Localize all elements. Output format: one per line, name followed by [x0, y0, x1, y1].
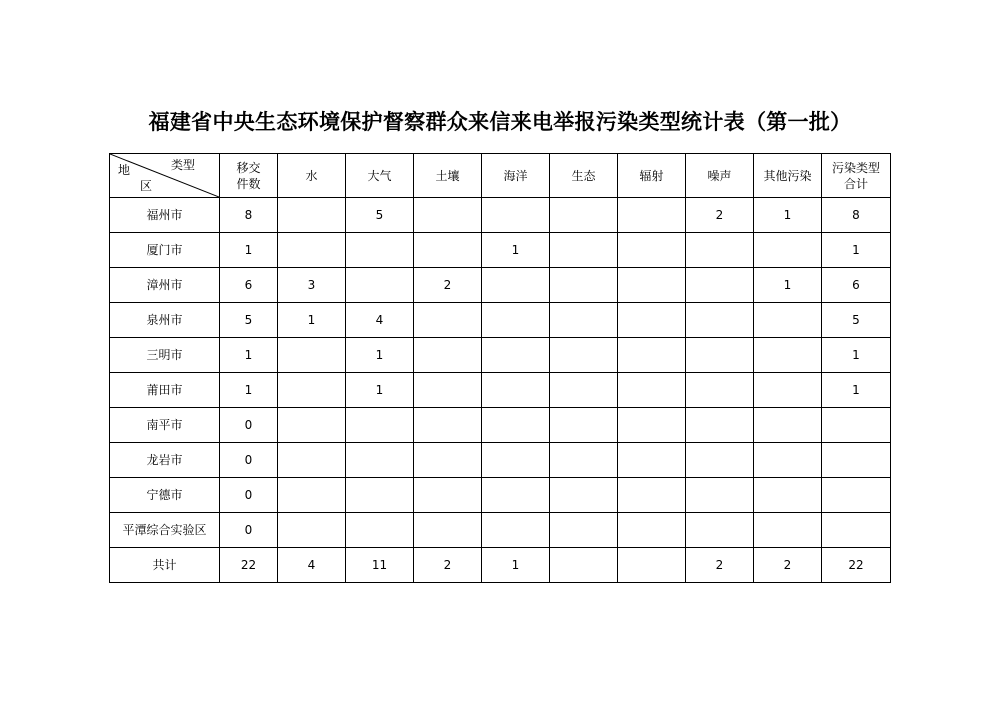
cell-total: [822, 513, 891, 548]
cell-radiation: [618, 513, 686, 548]
cell-region: 龙岩市: [110, 443, 220, 478]
cell-count: 0: [220, 513, 278, 548]
cell-count: 1: [220, 373, 278, 408]
table-row: [110, 338, 891, 373]
cell-total: 1: [822, 338, 891, 373]
header-corner-cell: [110, 154, 220, 198]
cell-other: [754, 303, 822, 338]
cell-radiation: [618, 408, 686, 443]
cell-water: [278, 198, 346, 233]
table-row: [110, 513, 891, 548]
cell-water: [278, 478, 346, 513]
cell-ocean: [482, 338, 550, 373]
cell-ecology: [550, 408, 618, 443]
cell-air: [346, 408, 414, 443]
header-total-line2: 合计: [843, 176, 868, 191]
cell-noise: [686, 268, 754, 303]
cell-ocean: [482, 513, 550, 548]
cell-ecology: [550, 373, 618, 408]
cell-ocean: [482, 443, 550, 478]
corner-area-label-2: 区: [140, 179, 153, 193]
cell-soil: [414, 233, 482, 268]
header-count-line2: 件数: [236, 176, 261, 191]
cell-total: [822, 478, 891, 513]
cell-soil: [414, 338, 482, 373]
cell-air: 1: [346, 338, 414, 373]
cell-ecology: [550, 268, 618, 303]
cell-region: 南平市: [110, 408, 220, 443]
cell-total: 1: [822, 233, 891, 268]
table-row: [110, 198, 891, 233]
cell-count: 5: [220, 303, 278, 338]
cell-soil: [414, 373, 482, 408]
cell-noise: [686, 233, 754, 268]
corner-area-label-1: 地: [118, 163, 131, 177]
total-row: [110, 548, 891, 583]
table-body: [110, 198, 891, 583]
cell-noise: [686, 408, 754, 443]
cell-other: [754, 443, 822, 478]
cell-air: [346, 443, 414, 478]
corner-type-label: 类型: [170, 158, 195, 172]
header-count: [220, 154, 278, 198]
cell-water: [278, 233, 346, 268]
cell-radiation: [618, 303, 686, 338]
table-row: [110, 443, 891, 478]
cell-count: 1: [220, 233, 278, 268]
cell-radiation: [618, 198, 686, 233]
table-row: [110, 373, 891, 408]
cell-region: 共计: [110, 548, 220, 583]
cell-total: 6: [822, 268, 891, 303]
cell-region: 莆田市: [110, 373, 220, 408]
cell-count: 8: [220, 198, 278, 233]
cell-water: 1: [278, 303, 346, 338]
cell-water: [278, 513, 346, 548]
cell-radiation: [618, 373, 686, 408]
cell-total: 5: [822, 303, 891, 338]
cell-ocean: 1: [482, 548, 550, 583]
cell-total: 8: [822, 198, 891, 233]
statistics-table: [109, 153, 891, 583]
cell-water: [278, 338, 346, 373]
header-row: [110, 154, 891, 198]
cell-other: [754, 478, 822, 513]
cell-ecology: [550, 478, 618, 513]
cell-noise: [686, 513, 754, 548]
cell-count: 6: [220, 268, 278, 303]
cell-region: 泉州市: [110, 303, 220, 338]
cell-ocean: [482, 408, 550, 443]
cell-count: 1: [220, 338, 278, 373]
cell-air: [346, 268, 414, 303]
cell-other: [754, 408, 822, 443]
header-ecology: 生态: [550, 154, 618, 198]
cell-region: 宁德市: [110, 478, 220, 513]
cell-ecology: [550, 338, 618, 373]
cell-air: 11: [346, 548, 414, 583]
cell-soil: [414, 303, 482, 338]
cell-air: 1: [346, 373, 414, 408]
cell-radiation: [618, 548, 686, 583]
cell-ecology: [550, 233, 618, 268]
cell-ocean: [482, 198, 550, 233]
cell-other: 1: [754, 268, 822, 303]
cell-ecology: [550, 548, 618, 583]
cell-radiation: [618, 443, 686, 478]
header-total: [822, 154, 891, 198]
header-air: 大气: [346, 154, 414, 198]
table-row: [110, 233, 891, 268]
cell-other: 2: [754, 548, 822, 583]
cell-soil: [414, 443, 482, 478]
cell-noise: [686, 303, 754, 338]
header-radiation: 辐射: [618, 154, 686, 198]
cell-ecology: [550, 443, 618, 478]
cell-ocean: [482, 303, 550, 338]
cell-noise: [686, 373, 754, 408]
cell-region: 漳州市: [110, 268, 220, 303]
cell-region: 厦门市: [110, 233, 220, 268]
cell-air: [346, 513, 414, 548]
header-count-line1: 移交: [236, 160, 261, 175]
cell-ocean: 1: [482, 233, 550, 268]
table-row: [110, 478, 891, 513]
cell-ecology: [550, 303, 618, 338]
cell-noise: [686, 443, 754, 478]
cell-soil: [414, 408, 482, 443]
cell-other: [754, 233, 822, 268]
cell-radiation: [618, 268, 686, 303]
cell-ecology: [550, 513, 618, 548]
header-soil: 土壤: [414, 154, 482, 198]
header-water: 水: [278, 154, 346, 198]
cell-ocean: [482, 478, 550, 513]
cell-other: [754, 513, 822, 548]
header-total-line1: 污染类型: [831, 160, 880, 175]
cell-noise: 2: [686, 548, 754, 583]
cell-noise: 2: [686, 198, 754, 233]
page-title: 福建省中央生态环境保护督察群众来信来电举报污染类型统计表（第一批）: [148, 110, 852, 134]
cell-ocean: [482, 268, 550, 303]
cell-ocean: [482, 373, 550, 408]
cell-radiation: [618, 338, 686, 373]
cell-count: 0: [220, 443, 278, 478]
cell-water: 3: [278, 268, 346, 303]
cell-radiation: [618, 478, 686, 513]
cell-ecology: [550, 198, 618, 233]
cell-count: 0: [220, 478, 278, 513]
cell-water: [278, 373, 346, 408]
cell-count: 22: [220, 548, 278, 583]
cell-soil: [414, 198, 482, 233]
cell-air: [346, 478, 414, 513]
cell-total: [822, 443, 891, 478]
cell-water: [278, 408, 346, 443]
cell-water: 4: [278, 548, 346, 583]
cell-noise: [686, 478, 754, 513]
cell-total: 22: [822, 548, 891, 583]
cell-soil: [414, 513, 482, 548]
cell-noise: [686, 338, 754, 373]
cell-water: [278, 443, 346, 478]
header-other: 其他污染: [754, 154, 822, 198]
table-row: [110, 303, 891, 338]
cell-soil: [414, 478, 482, 513]
cell-other: [754, 373, 822, 408]
header-ocean: 海洋: [482, 154, 550, 198]
table-row: [110, 268, 891, 303]
header-noise: 噪声: [686, 154, 754, 198]
cell-air: [346, 233, 414, 268]
cell-other: [754, 338, 822, 373]
table-row: [110, 408, 891, 443]
cell-region: 福州市: [110, 198, 220, 233]
cell-soil: 2: [414, 548, 482, 583]
cell-radiation: [618, 233, 686, 268]
cell-region: 平潭综合实验区: [110, 513, 220, 548]
cell-air: 4: [346, 303, 414, 338]
cell-soil: 2: [414, 268, 482, 303]
cell-total: [822, 408, 891, 443]
cell-region: 三明市: [110, 338, 220, 373]
cell-count: 0: [220, 408, 278, 443]
cell-air: 5: [346, 198, 414, 233]
cell-total: 1: [822, 373, 891, 408]
cell-other: 1: [754, 198, 822, 233]
